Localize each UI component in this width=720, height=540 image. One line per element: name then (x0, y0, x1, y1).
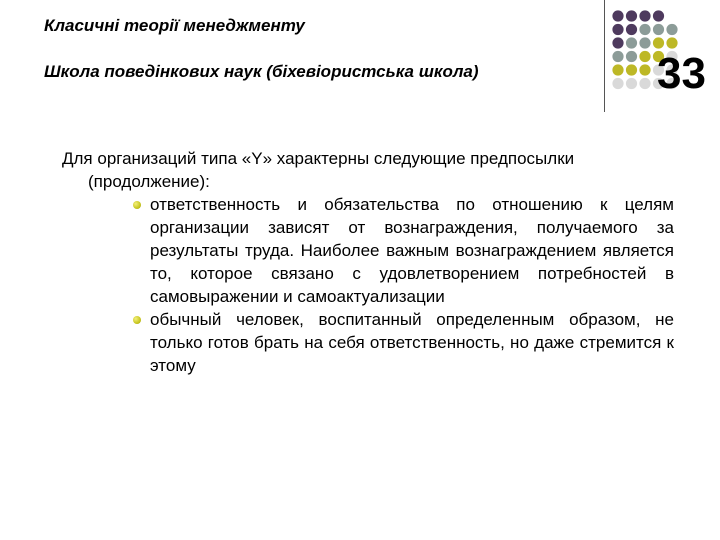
decorative-dot (653, 10, 664, 21)
bullet-dot-icon (133, 201, 141, 209)
decorative-dot (612, 10, 623, 21)
decorative-dot (612, 64, 623, 75)
decorative-dot (653, 37, 664, 48)
decorative-dot (626, 78, 637, 89)
decorative-dot (626, 64, 637, 75)
decorative-dot (639, 78, 650, 89)
slide-title: Класичні теорії менеджменту (44, 16, 305, 35)
decorative-dot (639, 51, 650, 62)
slide-body (62, 147, 674, 377)
bullet-item (150, 308, 674, 377)
decorative-dot (626, 37, 637, 48)
decorative-dot (639, 64, 650, 75)
decorative-dot (626, 24, 637, 35)
decorative-dot (612, 24, 623, 35)
header-divider (604, 0, 605, 112)
decorative-dot (639, 24, 650, 35)
decorative-dot (612, 78, 623, 89)
bullet-dot-icon (133, 316, 141, 324)
slide-subtitle: Школа поведінкових наук (біхевіористська школа) (44, 62, 479, 81)
decorative-dot (626, 51, 637, 62)
decorative-dot (666, 24, 677, 35)
decorative-dot (639, 37, 650, 48)
decorative-dot (653, 24, 664, 35)
bullet-text: обычный человек, воспитанный определенным образом, не только готов брать на себя ответственность, но даже стремится к этому (150, 310, 674, 375)
bullet-list (62, 193, 674, 377)
decorative-dot (666, 37, 677, 48)
bullet-item (150, 193, 674, 308)
intro-paragraph: Для организаций типа «Y» характерны следующие предпосылки (продолжение): (62, 149, 575, 191)
bullet-text: ответственность и обязательства по отношению к целям организации зависят от вознаграждения, получаемого за результаты труда. Наиболее важным вознаграждением является то, которое связано с удовлетворением потребностей в самовыражении и самоактуализации (150, 195, 674, 306)
decorative-dot (612, 51, 623, 62)
decorative-dot (626, 10, 637, 21)
decorative-dot (612, 37, 623, 48)
slide-number: 33 (657, 49, 706, 98)
decorative-dot (639, 10, 650, 21)
